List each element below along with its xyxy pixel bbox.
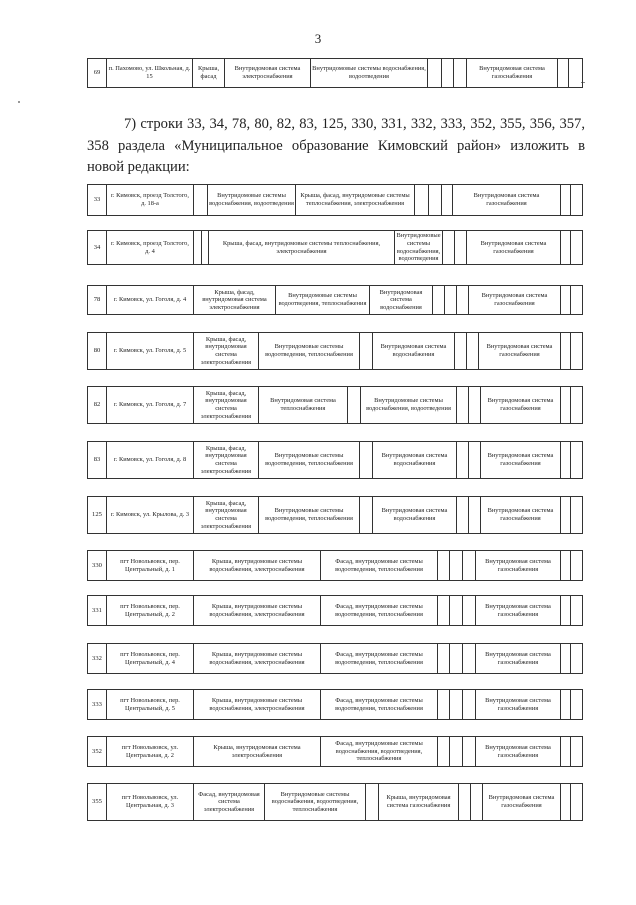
row-cell [571,551,582,580]
row-cell: Внутридомовая система газоснабжения [481,387,561,423]
row-cell [469,497,481,533]
row-cell [445,286,457,314]
row-cell [366,784,379,820]
row-cell: Внутридомовая система газоснабжения [483,784,561,820]
table-row [87,332,583,370]
row-cell [455,333,467,369]
row-cell: Крыша, внутридомовая система электроснабжения [194,737,321,766]
row-cell: Внутридомовая система газоснабжения [467,59,558,87]
row-cell [561,737,571,766]
row-cell [561,185,571,215]
row-cell [415,185,429,215]
row-cell [450,737,463,766]
row-cell [429,185,442,215]
row-number: 80 [88,333,107,369]
row-cell [463,551,476,580]
row-cell: Внутридомовая система газоснабжения [481,442,561,478]
row-cell [463,644,476,673]
row-cell [561,231,571,264]
row-number: 330 [88,551,107,580]
row-cell [571,286,582,314]
table-row [87,184,583,216]
row-cell [454,59,467,87]
row-cell: Внутридомовые системы водоснабжения, водоотведения [311,59,428,87]
table-row [87,736,583,767]
row-cell [561,286,571,314]
row-cell [561,690,571,719]
row-cell [463,737,476,766]
row-cell: Внутридомовая система газоснабжения [476,551,561,580]
row-address: г. Кимовск, проезд Толстого, д. 4 [107,231,194,264]
row-cell [459,784,471,820]
row-cell [571,737,582,766]
table-row [87,496,583,534]
row-cell: Крыша, фасад, внутридомовая система электроснабжения [194,442,259,478]
row-address: пгт Новольвовск, ул. Центральная, д. 2 [107,737,194,766]
row-cell [194,231,202,264]
row-number: 352 [88,737,107,766]
paragraph-text: 7) строки 33, 34, 78, 80, 82, 83, 125, 330, 331, 332, 333, 352, 355, 356, 357, 358 раздела «Муниципальное образование Кимовский район» изложить в новой редакции: [87,116,585,175]
row-address: г. Кимовск, ул. Гоголя, д. 5 [107,333,194,369]
row-cell: Крыша, фасад [193,59,225,87]
row-cell [443,231,455,264]
row-cell [569,59,582,87]
row-cell: Внутридомовая система водоснабжения [373,442,457,478]
row-cell: Внутридомовая система газоснабжения [481,497,561,533]
row-cell [450,644,463,673]
row-cell: Крыша, фасад, внутридомовая система электроснабжения [194,387,259,423]
row-cell [450,551,463,580]
row-cell: Крыша, внутридомовые системы водоснабжения, электроснабжения [194,596,321,625]
row-cell: Фасад, внутридомовые системы водоотведения, теплоснабжения [321,644,438,673]
row-cell [438,644,450,673]
row-cell [202,231,209,264]
row-number: 82 [88,387,107,423]
row-number: 83 [88,442,107,478]
row-address: п. Пахомово, ул. Школьная, д. 15 [107,59,193,87]
row-cell: Внутридомовые системы водоотведения, теплоснабжения [259,333,360,369]
table-row [87,550,583,581]
row-cell [194,185,208,215]
row-address: пгт Новольвовск, пер. Центральный, д. 4 [107,644,194,673]
table-row [87,783,583,821]
row-cell: Внутридомовая система газоснабжения [479,333,561,369]
row-cell: Внутридомовая система газоснабжения [476,644,561,673]
table-row [87,689,583,720]
row-cell: Фасад, внутридомовая система электроснабжения [194,784,265,820]
row-address: пгт Новольвовск, ул. Центральная, д. 3 [107,784,194,820]
row-cell: Фасад, внутридомовые системы водоотведения, теплоснабжения [321,596,438,625]
row-cell [438,596,450,625]
row-cell: Внутридомовые системы водоснабжения, водоотведения, теплоснабжения [265,784,366,820]
row-cell [463,690,476,719]
row-cell: Фасад, внутридомовые системы водоотведения, теплоснабжения [321,690,438,719]
row-cell [561,387,571,423]
row-cell [360,442,373,478]
table-row [87,58,583,88]
row-address: г. Кимовск, ул. Гоголя, д. 7 [107,387,194,423]
row-cell [457,442,469,478]
row-cell [455,231,467,264]
row-cell [438,737,450,766]
row-number: 332 [88,644,107,673]
row-number: 34 [88,231,107,264]
row-cell: Крыша, фасад, внутридомовая система электроснабжения [194,333,259,369]
row-cell: Внутридомовые системы водоотведения, теплоснабжения [276,286,370,314]
row-cell: Внутридомовая система водоснабжения [370,286,433,314]
row-cell: Крыша, внутридомовая система газоснабжения [379,784,459,820]
table-row [87,643,583,674]
row-cell: Внутридомовые системы водоснабжения, водоотведения [361,387,457,423]
row-number: 355 [88,784,107,820]
row-cell: Внутридомовые системы водоснабжения, водоотведения [208,185,296,215]
row-address: г. Кимовск, проезд Толстого, д. 18-а [107,185,194,215]
row-cell: Крыша, внутридомовые системы водоснабжения, электроснабжения [194,644,321,673]
row-cell [561,596,571,625]
row-cell [561,551,571,580]
row-cell: Внутридомовая система водоснабжения [373,497,457,533]
row-cell: Внутридомовая система теплоснабжения [259,387,348,423]
row-cell: Внутридомовая система газоснабжения [467,231,561,264]
row-cell [438,551,450,580]
row-cell: Фасад, внутридомовые системы водоснабжения, водоотведения, теплоснабжения [321,737,438,766]
row-address: г. Кимовск, ул. Гоголя, д. 8 [107,442,194,478]
row-cell [450,596,463,625]
row-number: 78 [88,286,107,314]
scan-artifact [18,101,20,103]
row-cell: Фасад, внутридомовые системы водоотведения, теплоснабжения [321,551,438,580]
row-cell: Крыша, фасад, внутридомовая система электроснабжения [194,286,276,314]
row-cell: Внутридомовые системы водоотведения, теплоснабжения [259,442,360,478]
row-cell [438,690,450,719]
table-row [87,230,583,265]
amendment-paragraph [87,114,585,179]
row-cell [571,644,582,673]
row-cell [457,387,469,423]
row-cell [463,596,476,625]
table-row [87,386,583,424]
row-cell: Крыша, внутридомовые системы водоснабжения, электроснабжения [194,551,321,580]
row-cell [571,497,582,533]
table-row [87,441,583,479]
row-address: пгт Новольвовск, пер. Центральный, д. 1 [107,551,194,580]
row-cell: Внутридомовая система газоснабжения [453,185,561,215]
row-cell [457,286,469,314]
row-cell: Внутридомовая система газоснабжения [476,737,561,766]
row-number: 33 [88,185,107,215]
table-row [87,285,583,315]
row-address: пгт Новольвовск, пер. Центральный, д. 2 [107,596,194,625]
row-cell [561,644,571,673]
row-address: г. Кимовск, ул. Крылова, д. 3 [107,497,194,533]
row-number: 331 [88,596,107,625]
row-cell [571,690,582,719]
row-cell [471,784,483,820]
row-cell [571,333,582,369]
row-cell: Внутридомовые системы водоснабжения, водоотведения [395,231,443,264]
row-cell [558,59,569,87]
row-cell [360,497,373,533]
row-cell [467,333,479,369]
row-cell [457,497,469,533]
row-cell: Внутридомовая система газоснабжения [476,596,561,625]
row-cell: Крыша, фасад, внутридомовые системы теплоснабжения, электроснабжения [296,185,415,215]
row-cell: Внутридомовая система газоснабжения [476,690,561,719]
row-cell [442,59,454,87]
row-cell [571,596,582,625]
row-cell: Крыша, фасад, внутридомовая система электроснабжения [194,497,259,533]
row-number: 333 [88,690,107,719]
row-address: г. Кимовск, ул. Гоголя, д. 4 [107,286,194,314]
row-cell: Внутридомовая система водоснабжения [373,333,455,369]
row-cell [469,387,481,423]
row-cell [571,442,582,478]
row-cell: Внутридомовая система газоснабжения [469,286,561,314]
row-cell [428,59,442,87]
row-cell: Крыша, внутридомовые системы водоснабжения, электроснабжения [194,690,321,719]
row-number: 69 [88,59,107,87]
row-cell [571,185,582,215]
row-cell [433,286,445,314]
row-cell [469,442,481,478]
table-row [87,595,583,626]
row-cell [561,333,571,369]
row-number: 125 [88,497,107,533]
row-cell: Внутридомовые системы водоотведения, теплоснабжения [259,497,360,533]
row-cell [348,387,361,423]
row-cell [561,442,571,478]
row-cell [360,333,373,369]
row-address: пгт Новольвовск, пер. Центральный, д. 5 [107,690,194,719]
row-cell [442,185,453,215]
row-cell [561,784,571,820]
row-cell [561,497,571,533]
row-cell [571,784,582,820]
row-cell: Внутридомовая система электроснабжения [225,59,311,87]
row-cell [571,387,582,423]
row-cell [450,690,463,719]
page-number: 3 [314,31,322,46]
row-cell: Крыша, фасад, внутридомовые системы теплоснабжения, электроснабжения [209,231,395,264]
row-cell [571,231,582,264]
